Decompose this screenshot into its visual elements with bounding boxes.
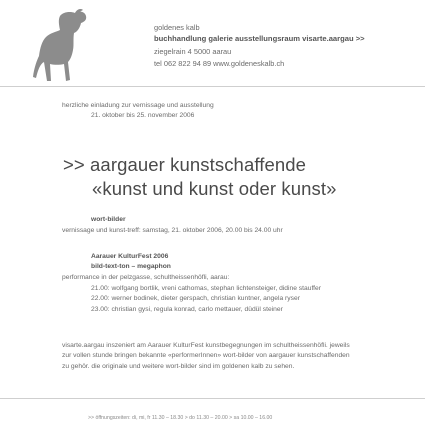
header-tagline: buchhandlung galerie ausstellungsraum visarte.aargau >>	[154, 34, 365, 43]
description-line: zur vollen stunde bringen bekannte «performerInnen» wort-bilder von aargauer kunstschaffenden	[62, 352, 350, 360]
wortbilder-heading: wort-bilder	[91, 216, 126, 223]
invitation-dates: 21. oktober bis 25. november 2006	[91, 112, 195, 119]
description-line: visarte.aargau inszeniert am Aarauer KulturFest kunstbegegnungen im schultheissenhöfli. jeweils	[62, 342, 350, 349]
calf-logo-icon	[30, 8, 88, 84]
performance-item: 21.00: wolfgang bortlik, vreni cathomas, stephan lichtensteiger, didine stauffer	[91, 285, 321, 292]
kulturfest-intro: performance in der pelzgasse, schultheissenhöfli, aarau:	[62, 274, 230, 281]
performance-item: 22.00: werner bodinek, dieter gerspach, christian kuntner, angela ryser	[91, 295, 300, 303]
header-divider	[0, 86, 425, 87]
header-name: goldenes kalb	[154, 23, 200, 32]
footer-divider	[0, 398, 425, 399]
invitation-line: herzliche einladung zur vernissage und ausstellung	[62, 102, 214, 109]
kulturfest-heading: Aarauer KulturFest 2006	[91, 253, 169, 260]
header-contact: tel 062 822 94 89 www.goldeneskalb.ch	[154, 59, 285, 68]
description-line: zu gehör. die originale und weitere wort-bilder sind im goldenen kalb zu sehen.	[62, 362, 295, 370]
performance-list	[91, 284, 321, 315]
description	[62, 341, 350, 372]
opening-hours: >> öffnungszeiten: di, mi, fr 11.30 – 18.30 > do 11.30 – 20.00 > sa 10.00 – 16.00	[88, 415, 273, 421]
performance-item: 23.00: christian gysi, regula konrad, carlo mettauer, düdül steiner	[91, 305, 283, 313]
kulturfest-subheading: bild-text-ton – megaphon	[91, 263, 171, 270]
title-line-2: «kunst und kunst oder kunst»	[92, 178, 337, 199]
header-address: ziegelrain 4 5000 aarau	[154, 47, 232, 56]
title-line-1: >> aargauer kunstschaffende	[63, 154, 307, 175]
wortbilder-text: vernissage und kunst-treff: samstag, 21. oktober 2006, 20.00 bis 24.00 uhr	[62, 227, 283, 234]
